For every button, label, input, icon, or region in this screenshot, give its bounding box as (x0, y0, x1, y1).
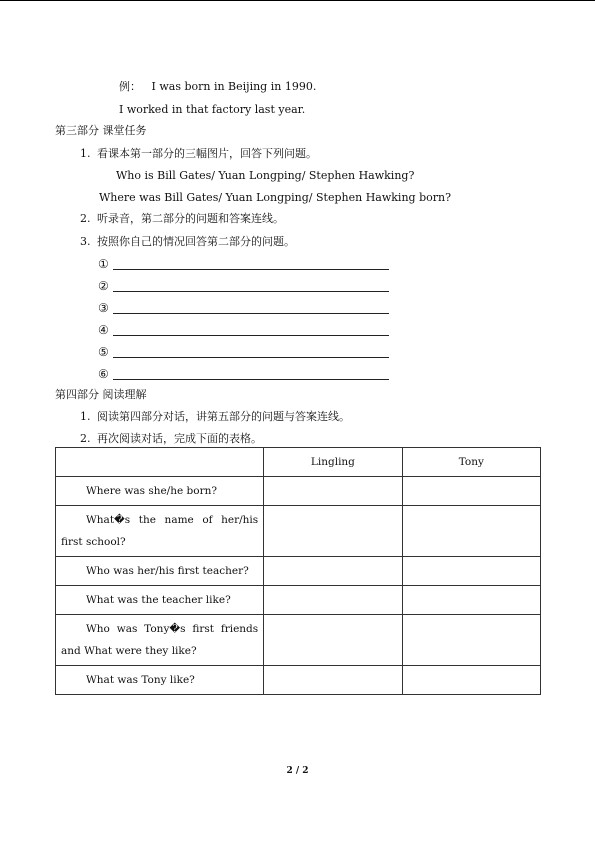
answer-blank-4[interactable] (98, 323, 390, 339)
page-number: 2 / 2 (286, 766, 309, 776)
blank-line (113, 269, 389, 270)
example-line-1 (119, 80, 316, 94)
answer-blank-6[interactable] (98, 367, 390, 383)
question-text: What was Tony like? (86, 674, 195, 686)
question-cell (56, 666, 264, 695)
question-1: Who is Bill Gates/ Yuan Longping/ Stephen Hawking? (116, 169, 415, 182)
part4-item-2-text: 再次阅读对话，完成下面的表格。 (97, 432, 262, 445)
lingling-answer-cell[interactable] (264, 477, 402, 506)
blank-line (113, 357, 389, 358)
blank-marker: ⑥ (98, 367, 109, 381)
question-cell (56, 477, 264, 506)
part3-item-2-text: 听录音，第二部分的问题和答案连线。 (97, 212, 284, 225)
blank-marker: ⑤ (98, 345, 109, 359)
part4-item-1-text: 阅读第四部分对话，讲第五部分的问题与答案连线。 (97, 410, 350, 423)
question-cell (56, 557, 264, 586)
answer-blank-3[interactable] (98, 301, 390, 317)
answer-blank-1[interactable] (98, 257, 390, 273)
part3-item-2-num: 2. (80, 212, 91, 225)
question-text: Where was she/he born? (86, 485, 217, 497)
blank-line (113, 291, 389, 292)
table-row (56, 586, 541, 615)
blank-marker: ④ (98, 323, 109, 337)
part3-item-1-num: 1. (80, 147, 91, 160)
top-rule (0, 0, 595, 1)
blank-line (113, 313, 389, 314)
part3-item-3-num: 3. (80, 235, 91, 248)
answer-blank-5[interactable] (98, 345, 390, 361)
blank-marker: ① (98, 257, 109, 271)
part3-item-1-text: 看课本第一部分的三幅图片，回答下列问题。 (97, 147, 317, 160)
blank-marker: ② (98, 279, 109, 293)
example-sentence-1: I was born in Beijing in 1990. (151, 80, 317, 93)
lingling-answer-cell[interactable] (264, 586, 402, 615)
blank-line (113, 335, 389, 336)
tony-answer-cell[interactable] (402, 477, 540, 506)
lingling-answer-cell[interactable] (264, 615, 402, 666)
header-cell-blank (56, 448, 264, 477)
part3-heading: 第三部分 课堂任务 (55, 124, 147, 137)
tony-answer-cell[interactable] (402, 586, 540, 615)
question-text: What was the teacher like? (86, 594, 231, 606)
question-text: Who was Tony�s first friends and What were they like? (61, 623, 259, 657)
header-cell-tony: Tony (402, 448, 540, 477)
table-row (56, 477, 541, 506)
question-2: Where was Bill Gates/ Yuan Longping/ Stephen Hawking born? (99, 191, 451, 204)
blank-line (113, 379, 389, 380)
part3-item-3-text: 按照你自己的情况回答第二部分的问题。 (97, 235, 295, 248)
tony-answer-cell[interactable] (402, 615, 540, 666)
tony-answer-cell[interactable] (402, 557, 540, 586)
example-label: 例： (119, 80, 141, 93)
table-row (56, 506, 541, 557)
part4-item-1-num: 1. (80, 410, 91, 423)
part4-item-2-num: 2. (80, 432, 91, 445)
lingling-answer-cell[interactable] (264, 506, 402, 557)
comparison-table (55, 447, 541, 695)
question-text: What�s the name of her/his first school? (61, 514, 259, 548)
lingling-answer-cell[interactable] (264, 666, 402, 695)
table-row (56, 557, 541, 586)
part4-heading: 第四部分 阅读理解 (55, 388, 147, 401)
table-row (56, 666, 541, 695)
example-sentence-2: I worked in that factory last year. (119, 103, 306, 116)
question-cell (56, 506, 264, 557)
tony-answer-cell[interactable] (402, 506, 540, 557)
header-cell-lingling: Lingling (264, 448, 402, 477)
tony-answer-cell[interactable] (402, 666, 540, 695)
question-text: Who was her/his first teacher? (86, 565, 249, 577)
blank-marker: ③ (98, 301, 109, 315)
question-cell (56, 586, 264, 615)
lingling-answer-cell[interactable] (264, 557, 402, 586)
table-row (56, 615, 541, 666)
question-cell (56, 615, 264, 666)
answer-blank-2[interactable] (98, 279, 390, 295)
table-header-row (56, 448, 541, 477)
